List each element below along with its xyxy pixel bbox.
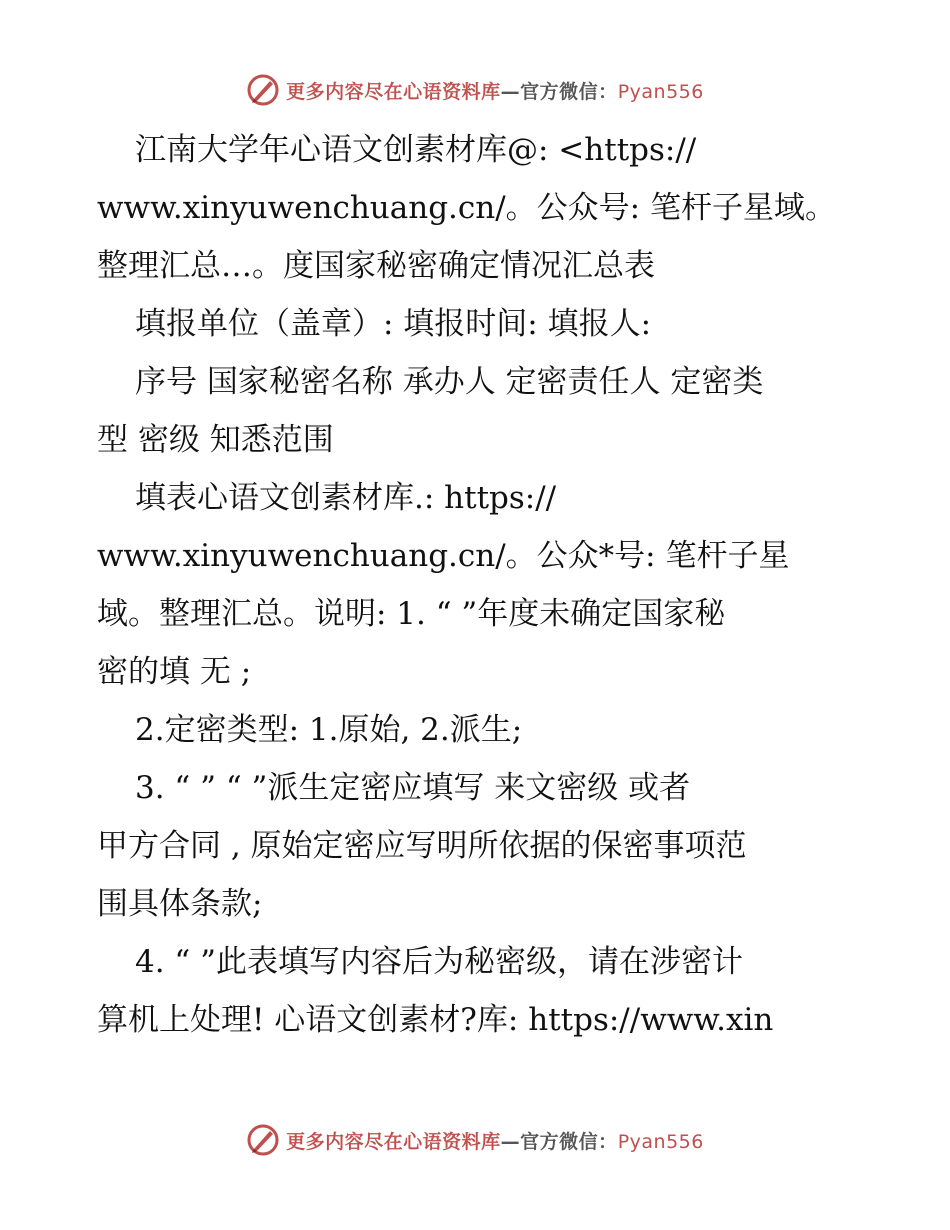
body-line: 3. “ ” “ ”派生定密应填写 来文密级 或者 bbox=[135, 770, 691, 806]
body-line: 整理汇总…。度国家秘密确定情况汇总表 bbox=[97, 248, 655, 284]
body-line: 甲方合同 , 原始定密应写明所依据的保密事项范 bbox=[97, 828, 747, 864]
banner-contact-label: 官方微信： bbox=[520, 80, 618, 103]
banner-dash: — bbox=[500, 80, 521, 103]
body-line: 算机上处理! 心语文创素材?库: https://www.xin bbox=[97, 1002, 774, 1038]
banner-contact-id: Pyan556 bbox=[617, 1130, 704, 1153]
body-line: 型 密级 知悉范围 bbox=[97, 422, 334, 458]
body-line: 2.定密类型: 1.原始, 2.派生; bbox=[135, 712, 523, 748]
body-line: 填表心语文创素材库.: https:// bbox=[135, 480, 557, 516]
banner-text bbox=[286, 1127, 704, 1154]
body-line: 围具体条款; bbox=[97, 886, 263, 922]
pen-logo-icon bbox=[246, 1123, 280, 1157]
body-line: 密的填 无 ; bbox=[97, 654, 252, 690]
footer-banner bbox=[0, 1120, 950, 1160]
banner-title: 更多内容尽在心语资料库 bbox=[286, 80, 501, 103]
banner-contact-label: 官方微信： bbox=[520, 1130, 618, 1153]
body-line: www.xinyuwenchuang.cn/。公众号: 笔杆子星域。 bbox=[97, 190, 836, 226]
body-line: www.xinyuwenchuang.cn/。公众*号: 笔杆子星 bbox=[97, 538, 790, 574]
banner-text bbox=[286, 77, 704, 104]
body-line: 填报单位（盖章）: 填报时间: 填报人: bbox=[135, 306, 652, 342]
banner-dash: — bbox=[500, 1130, 521, 1153]
pen-logo-icon bbox=[246, 73, 280, 107]
document-body bbox=[97, 121, 857, 1049]
banner-title: 更多内容尽在心语资料库 bbox=[286, 1130, 501, 1153]
body-line: 域。整理汇总。说明: 1. “ ”年度未确定国家秘 bbox=[97, 596, 726, 632]
body-line: 4. “ ”此表填写内容后为秘密级，请在涉密计 bbox=[135, 944, 743, 980]
body-line: 江南大学年心语文创素材库@: <https:// bbox=[135, 132, 697, 168]
header-banner bbox=[0, 70, 950, 110]
body-line: 序号 国家秘密名称 承办人 定密责任人 定密类 bbox=[135, 364, 764, 400]
banner-contact-id: Pyan556 bbox=[617, 80, 704, 103]
